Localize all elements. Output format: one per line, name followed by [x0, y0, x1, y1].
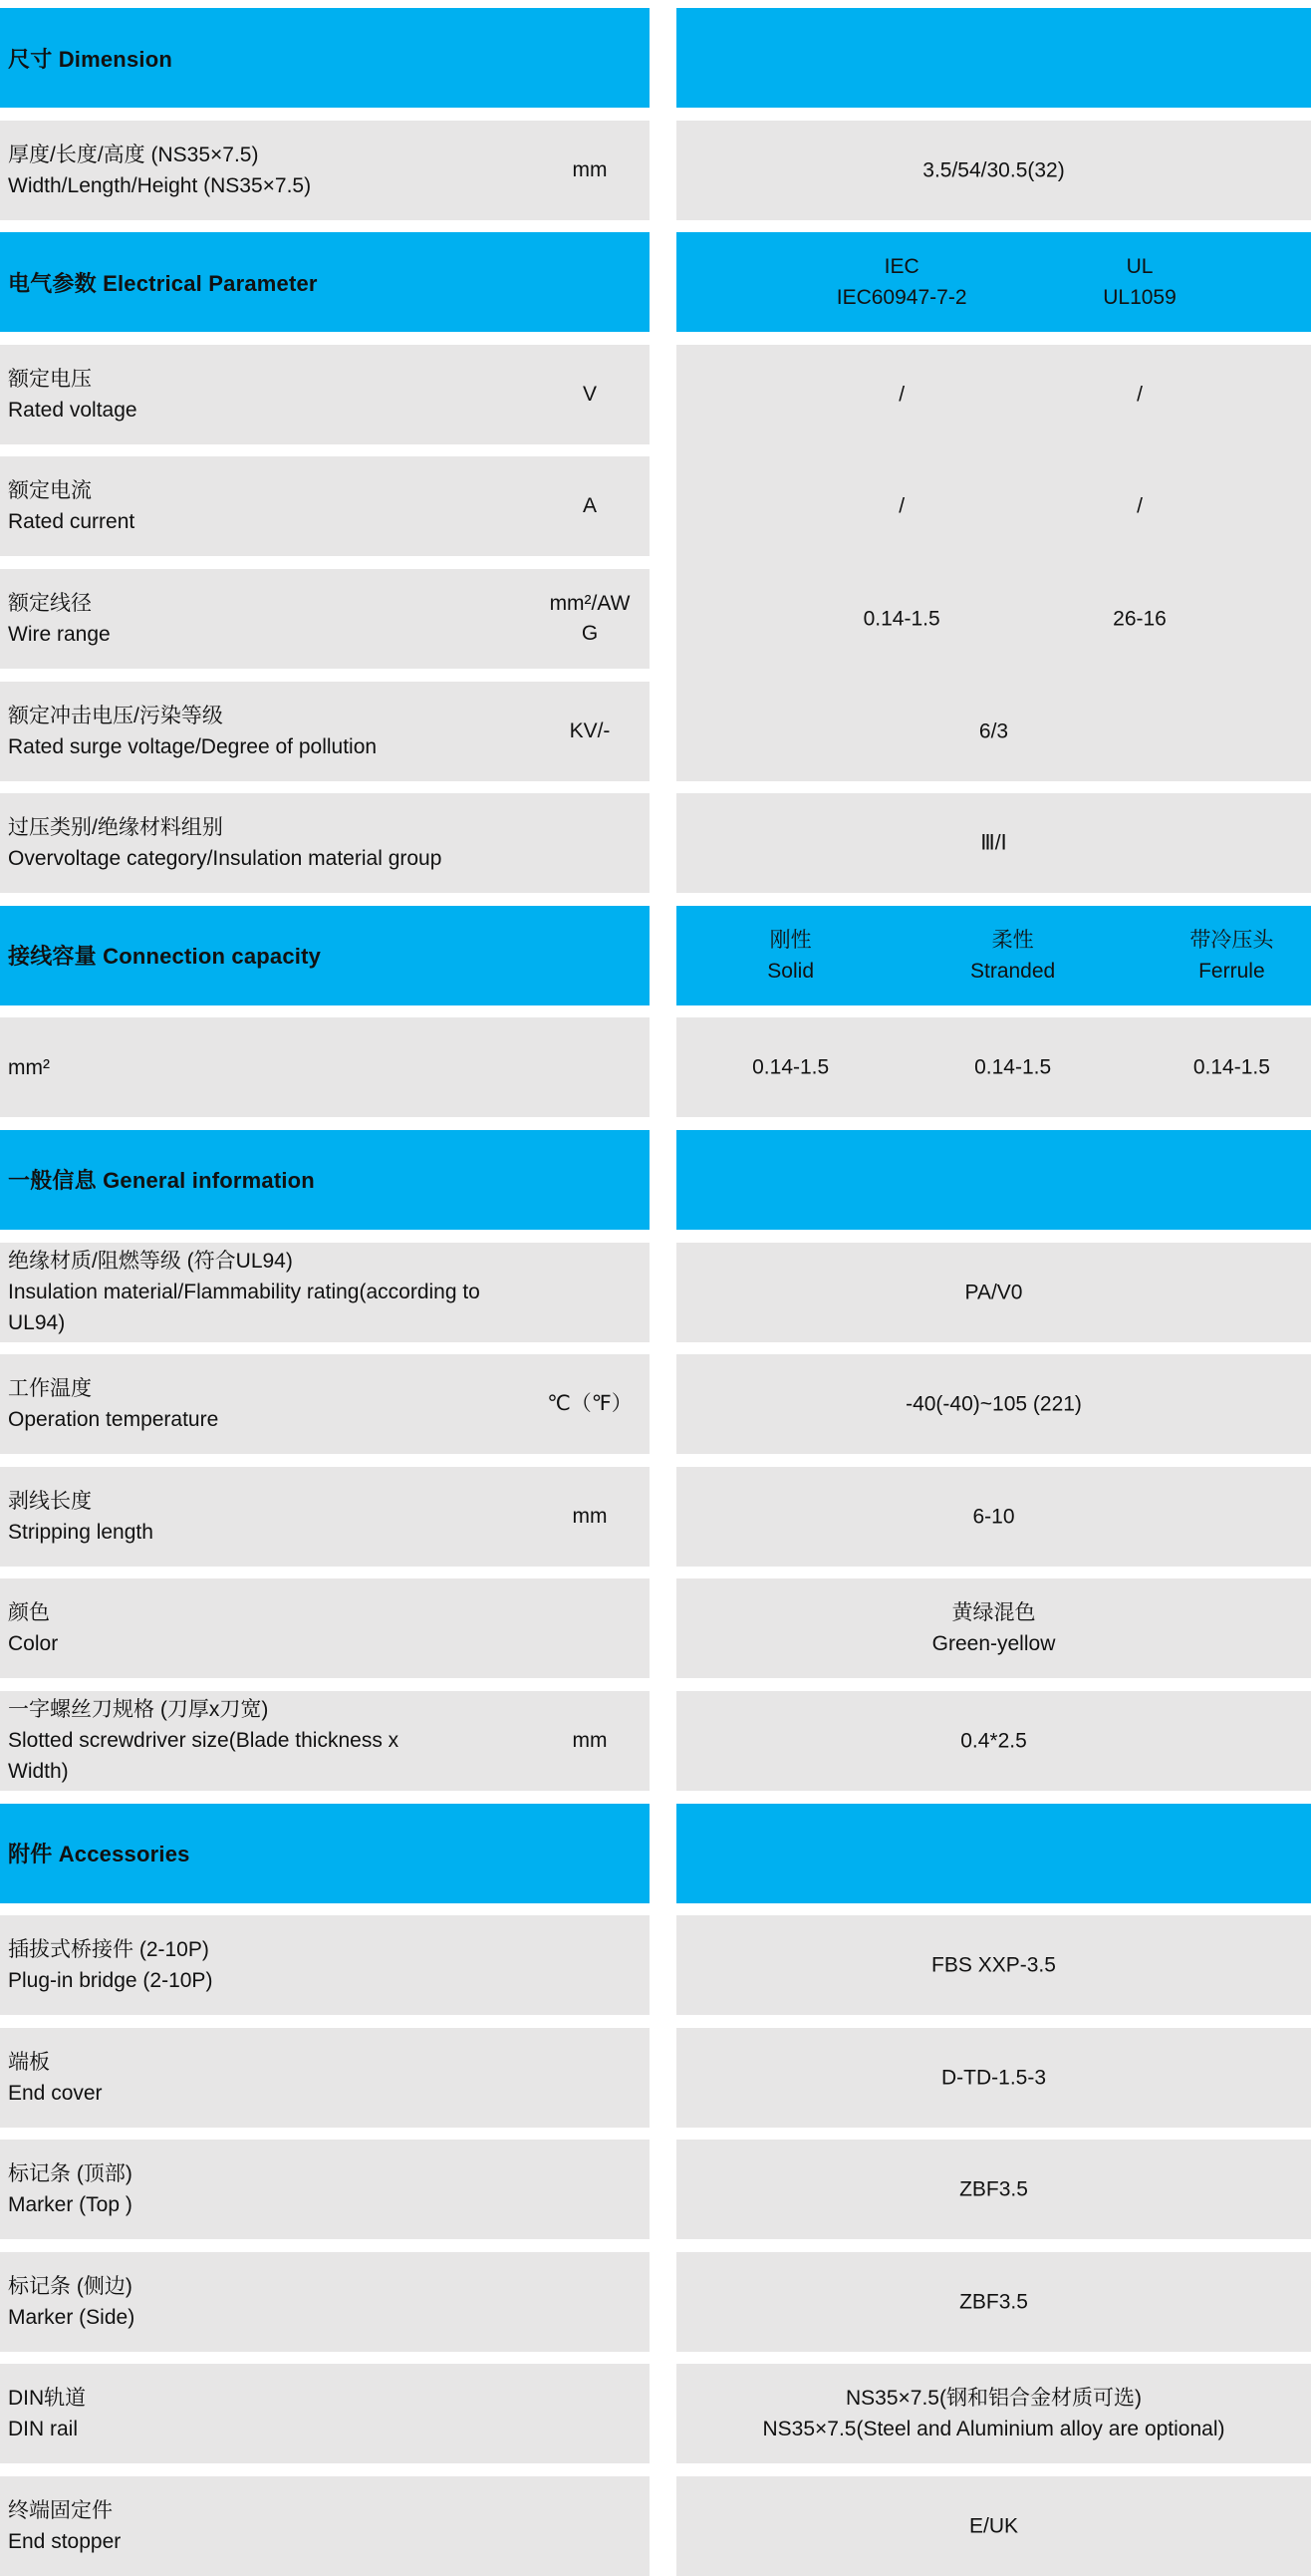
label-en: Plug-in bridge (2-10P) — [8, 1969, 213, 1993]
value-end-cover: D-TD-1.5-3 — [676, 2028, 1311, 2128]
section-title: 附件 Accessories — [8, 1842, 190, 1866]
label-zh: 一字螺丝刀规格 (刀厚x刀宽) — [8, 1698, 269, 1722]
label-zh: 绝缘材质/阻燃等级 (符合UL94) — [8, 1250, 293, 1274]
value-din-rail: NS35×7.5(钢和铝合金材质可选) NS35×7.5(Steel and Aluminium alloy are optional) — [676, 2364, 1311, 2463]
column-header-iec: IEC IEC60947-7-2 — [836, 255, 967, 310]
label-zh: 插拔式桥接件 (2-10P) — [8, 1938, 209, 1962]
row-label-surge-voltage — [0, 682, 650, 781]
section-title: 一般信息 General information — [8, 1168, 315, 1194]
value-overvoltage-category: Ⅲ/Ⅰ — [676, 793, 1311, 893]
value-screwdriver-size: 0.4*2.5 — [676, 1691, 1311, 1791]
label-zh: 过压类别/绝缘材料组别 — [8, 816, 223, 840]
unit-label: KV/- — [569, 718, 611, 742]
row-label-marker-side — [0, 2252, 650, 2352]
row-label-color — [0, 1578, 650, 1678]
section-title: 尺寸 Dimension — [8, 46, 172, 72]
label-en: Rated surge voltage/Degree of pollution — [8, 734, 378, 758]
value-rated-voltage: / / — [899, 383, 1143, 407]
label-zh: 额定电流 — [8, 479, 92, 503]
label-zh: 终端固定件 — [8, 2499, 113, 2523]
label-zh: mm² — [8, 1055, 50, 1079]
column-header-ferrule: 带冷压头 Ferrule — [1189, 928, 1274, 983]
label-en: End stopper — [8, 2530, 122, 2554]
column-header-solid: 刚性 Solid — [767, 928, 815, 983]
label-en2: Width) — [8, 1760, 69, 1784]
label-zh: 端板 — [8, 2050, 50, 2074]
header-iec-ul — [676, 232, 1311, 332]
column-header-ul: UL UL1059 — [1103, 255, 1177, 310]
value-rated-current: / / — [899, 494, 1143, 518]
section-title: 接线容量 Connection capacity — [8, 944, 322, 970]
row-label-rated-voltage — [0, 345, 650, 444]
row-label-end-cover — [0, 2028, 650, 2128]
section-header-electrical — [0, 232, 650, 332]
label-en: Operation temperature — [8, 1408, 219, 1432]
unit-label: mm — [572, 157, 608, 181]
label-zh: 剥线长度 — [8, 1489, 92, 1513]
label-en: Wire range — [8, 622, 111, 646]
row-label-screwdriver-size — [0, 1691, 650, 1791]
header-solid-stranded-ferrule — [676, 906, 1311, 1005]
label-en: Width/Length/Height (NS35×7.5) — [8, 173, 312, 197]
label-zh: 额定电压 — [8, 367, 92, 391]
label-en: Rated voltage — [8, 398, 137, 422]
value-operation-temperature: -40(-40)~105 (221) — [676, 1354, 1311, 1454]
label-zh: 颜色 — [8, 1601, 50, 1625]
row-label-mm2 — [0, 1017, 650, 1117]
row-label-end-stopper — [0, 2476, 650, 2576]
value-column — [676, 8, 1311, 2576]
row-label-rated-current — [0, 456, 650, 556]
row-label-marker-top — [0, 2140, 650, 2239]
unit-label: mm²/AW G — [549, 591, 631, 645]
header-spacer-accessories — [676, 1804, 1311, 1903]
label-en: Stripping length — [8, 1520, 153, 1544]
unit-label: ℃（℉） — [547, 1392, 633, 1416]
label-en: Rated current — [8, 510, 135, 534]
header-spacer-dimension — [676, 8, 1311, 108]
label-en: Marker (Side) — [8, 2305, 135, 2329]
label-zh: 厚度/长度/高度 (NS35×7.5) — [8, 143, 259, 166]
section-title: 电气参数 Electrical Parameter — [8, 270, 318, 296]
section-header-dimension — [0, 8, 650, 108]
label-zh: 额定冲击电压/污染等级 — [8, 704, 223, 727]
label-en: Overvoltage category/Insulation material group — [8, 847, 442, 871]
row-label-width-length-height — [0, 121, 650, 220]
label-en: Insulation material/Flammability rating(according to — [8, 1281, 480, 1304]
label-en: End cover — [8, 2081, 103, 2105]
label-zh: 标记条 (顶部) — [8, 2162, 132, 2186]
label-en: DIN rail — [8, 2418, 79, 2441]
value-stripping-length: 6-10 — [676, 1467, 1311, 1567]
row-label-stripping-length — [0, 1467, 650, 1567]
label-en: Slotted screwdriver size(Blade thickness x — [8, 1729, 399, 1753]
row-label-overvoltage-category — [0, 793, 650, 893]
value-insulation-material: PA/V0 — [676, 1243, 1311, 1342]
value-electrical-merged-block — [676, 345, 1311, 781]
row-label-operation-temperature — [0, 1354, 650, 1454]
value-surge-voltage: 6/3 — [978, 719, 1009, 743]
label-en2: UL94) — [8, 1311, 66, 1335]
unit-label: mm — [572, 1504, 608, 1528]
label-en: Color — [8, 1632, 59, 1656]
label-column — [0, 8, 650, 2576]
label-zh: DIN轨道 — [8, 2387, 87, 2411]
label-zh: 工作温度 — [8, 1377, 92, 1401]
value-end-stopper: E/UK — [676, 2476, 1311, 2576]
label-en: Marker (Top ) — [8, 2193, 132, 2217]
header-spacer-general-information — [676, 1130, 1311, 1230]
value-dimension: 3.5/54/30.5(32) — [676, 121, 1311, 220]
value-marker-top: ZBF3.5 — [676, 2140, 1311, 2239]
section-header-accessories — [0, 1804, 650, 1903]
value-wire-range: 0.14-1.5 26-16 — [863, 607, 1167, 631]
row-label-din-rail — [0, 2364, 650, 2463]
unit-label: A — [582, 494, 597, 518]
section-header-connection-capacity — [0, 906, 650, 1005]
section-header-general-information — [0, 1130, 650, 1230]
value-plug-in-bridge: FBS XXP-3.5 — [676, 1915, 1311, 2015]
row-label-insulation-material — [0, 1243, 650, 1342]
value-color: 黄绿混色 Green-yellow — [676, 1578, 1311, 1678]
value-connection-capacity: 0.14-1.5 0.14-1.5 0.14-1.5 — [676, 1017, 1311, 1117]
unit-label: V — [582, 382, 597, 406]
row-label-plug-in-bridge — [0, 1915, 650, 2015]
column-header-stranded: 柔性 Stranded — [969, 928, 1056, 983]
row-label-wire-range — [0, 569, 650, 669]
label-zh: 额定线径 — [8, 591, 92, 615]
unit-label: mm — [572, 1728, 608, 1752]
label-zh: 标记条 (侧边) — [8, 2274, 132, 2298]
value-marker-side: ZBF3.5 — [676, 2252, 1311, 2352]
